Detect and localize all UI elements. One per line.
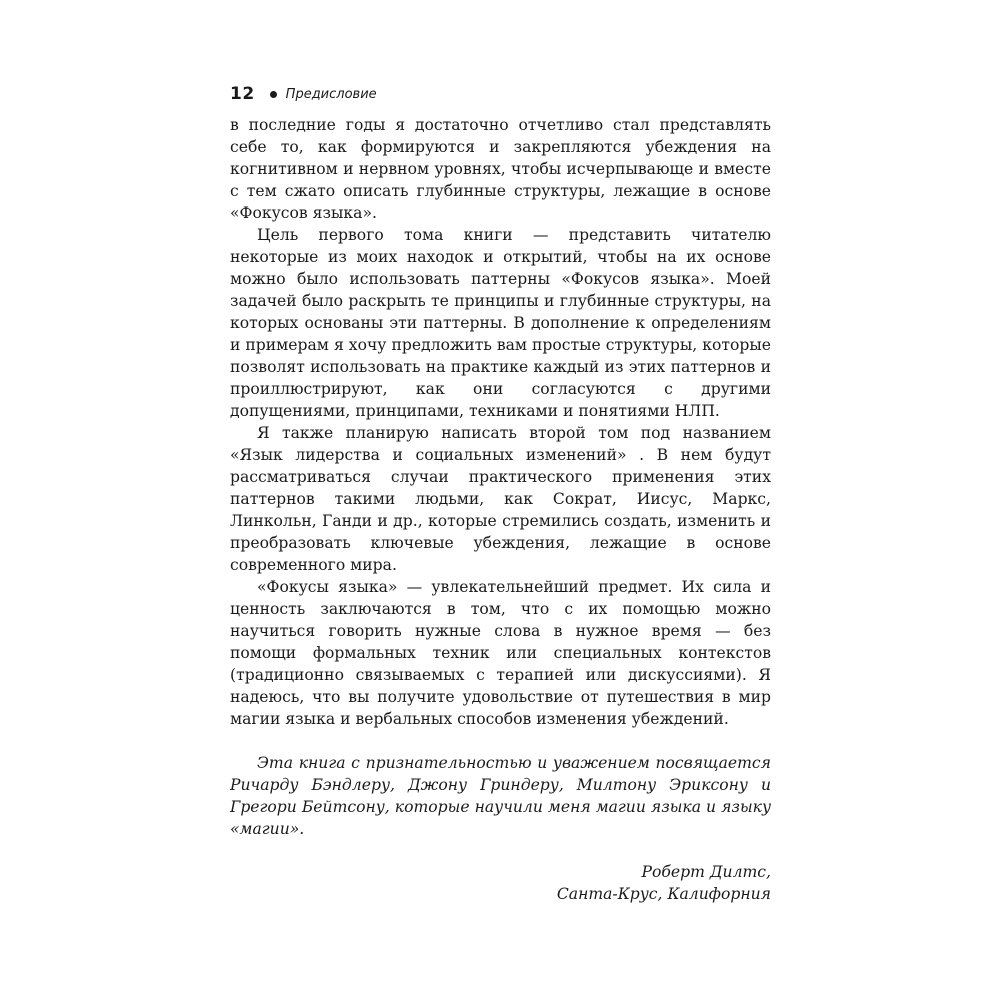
- paragraph: Цель первого тома книги — представить читателю некоторые из моих находок и открытий, чтобы на их основе можно было использовать паттерны «Фокусов языка». Моей задачей было раскрыть те принципы и глубинные структуры, на которых основаны эти паттерны. В дополнение к определениям и примерам я хочу предложить вам простые структуры, которые позволят использовать на практике каждый из этих паттернов и проиллюстрируют, как они согласуются с другими допущениями, принципами, техниками и понятиями НЛП.: [230, 226, 771, 420]
- section-title: Предисловие: [285, 86, 377, 102]
- running-header: [230, 80, 771, 108]
- body-text: [230, 114, 771, 730]
- paragraph: в последние годы я достаточно отчетливо стал представлять себе то, как формируются и закрепляются убеждения на когнитивном и нервном уровнях, чтобы исчерпывающе и вместе с тем сжато описать глубинные структуры, лежащие в основе «Фокусов языка».: [230, 116, 771, 222]
- signature-place: Санта-Крус, Калифорния: [556, 885, 771, 903]
- paragraph: Я также планирую написать второй том под названием «Язык лидерства и социальных изменений» . В нем будут рассматриваться случаи практического применения этих паттернов такими людьми, как Сократ, Иисус, Маркс, Линкольн, Ганди и др., которые стремились создать, изменить и преобразовать ключевые убеждения, лежащие в основе современного мира.: [230, 424, 771, 574]
- bullet-icon: [270, 91, 277, 98]
- page-number: 12: [230, 84, 255, 104]
- book-page: [230, 80, 771, 905]
- paragraph: «Фокусы языка» — увлекательнейший предмет. Их сила и ценность заключаются в том, что с их помощью можно научиться говорить нужные слова в нужное время — без помощи формальных техник или специальных контекстов (традиционно связываемых с терапией или дискуссиями). Я надеюсь, что вы получите удовольствие от путешествия в мир магии языка и вербальных способов изменения убеждений.: [230, 578, 771, 728]
- signature: [230, 861, 771, 905]
- signature-author: Роберт Дилтс,: [641, 863, 771, 881]
- dedication: Эта книга с признательностью и уважением посвящается Ричарду Бэндлеру, Джону Гриндеру, Милтону Эриксону и Грегори Бейтсону, которые научили меня магии языка и языку «магии».: [230, 754, 771, 838]
